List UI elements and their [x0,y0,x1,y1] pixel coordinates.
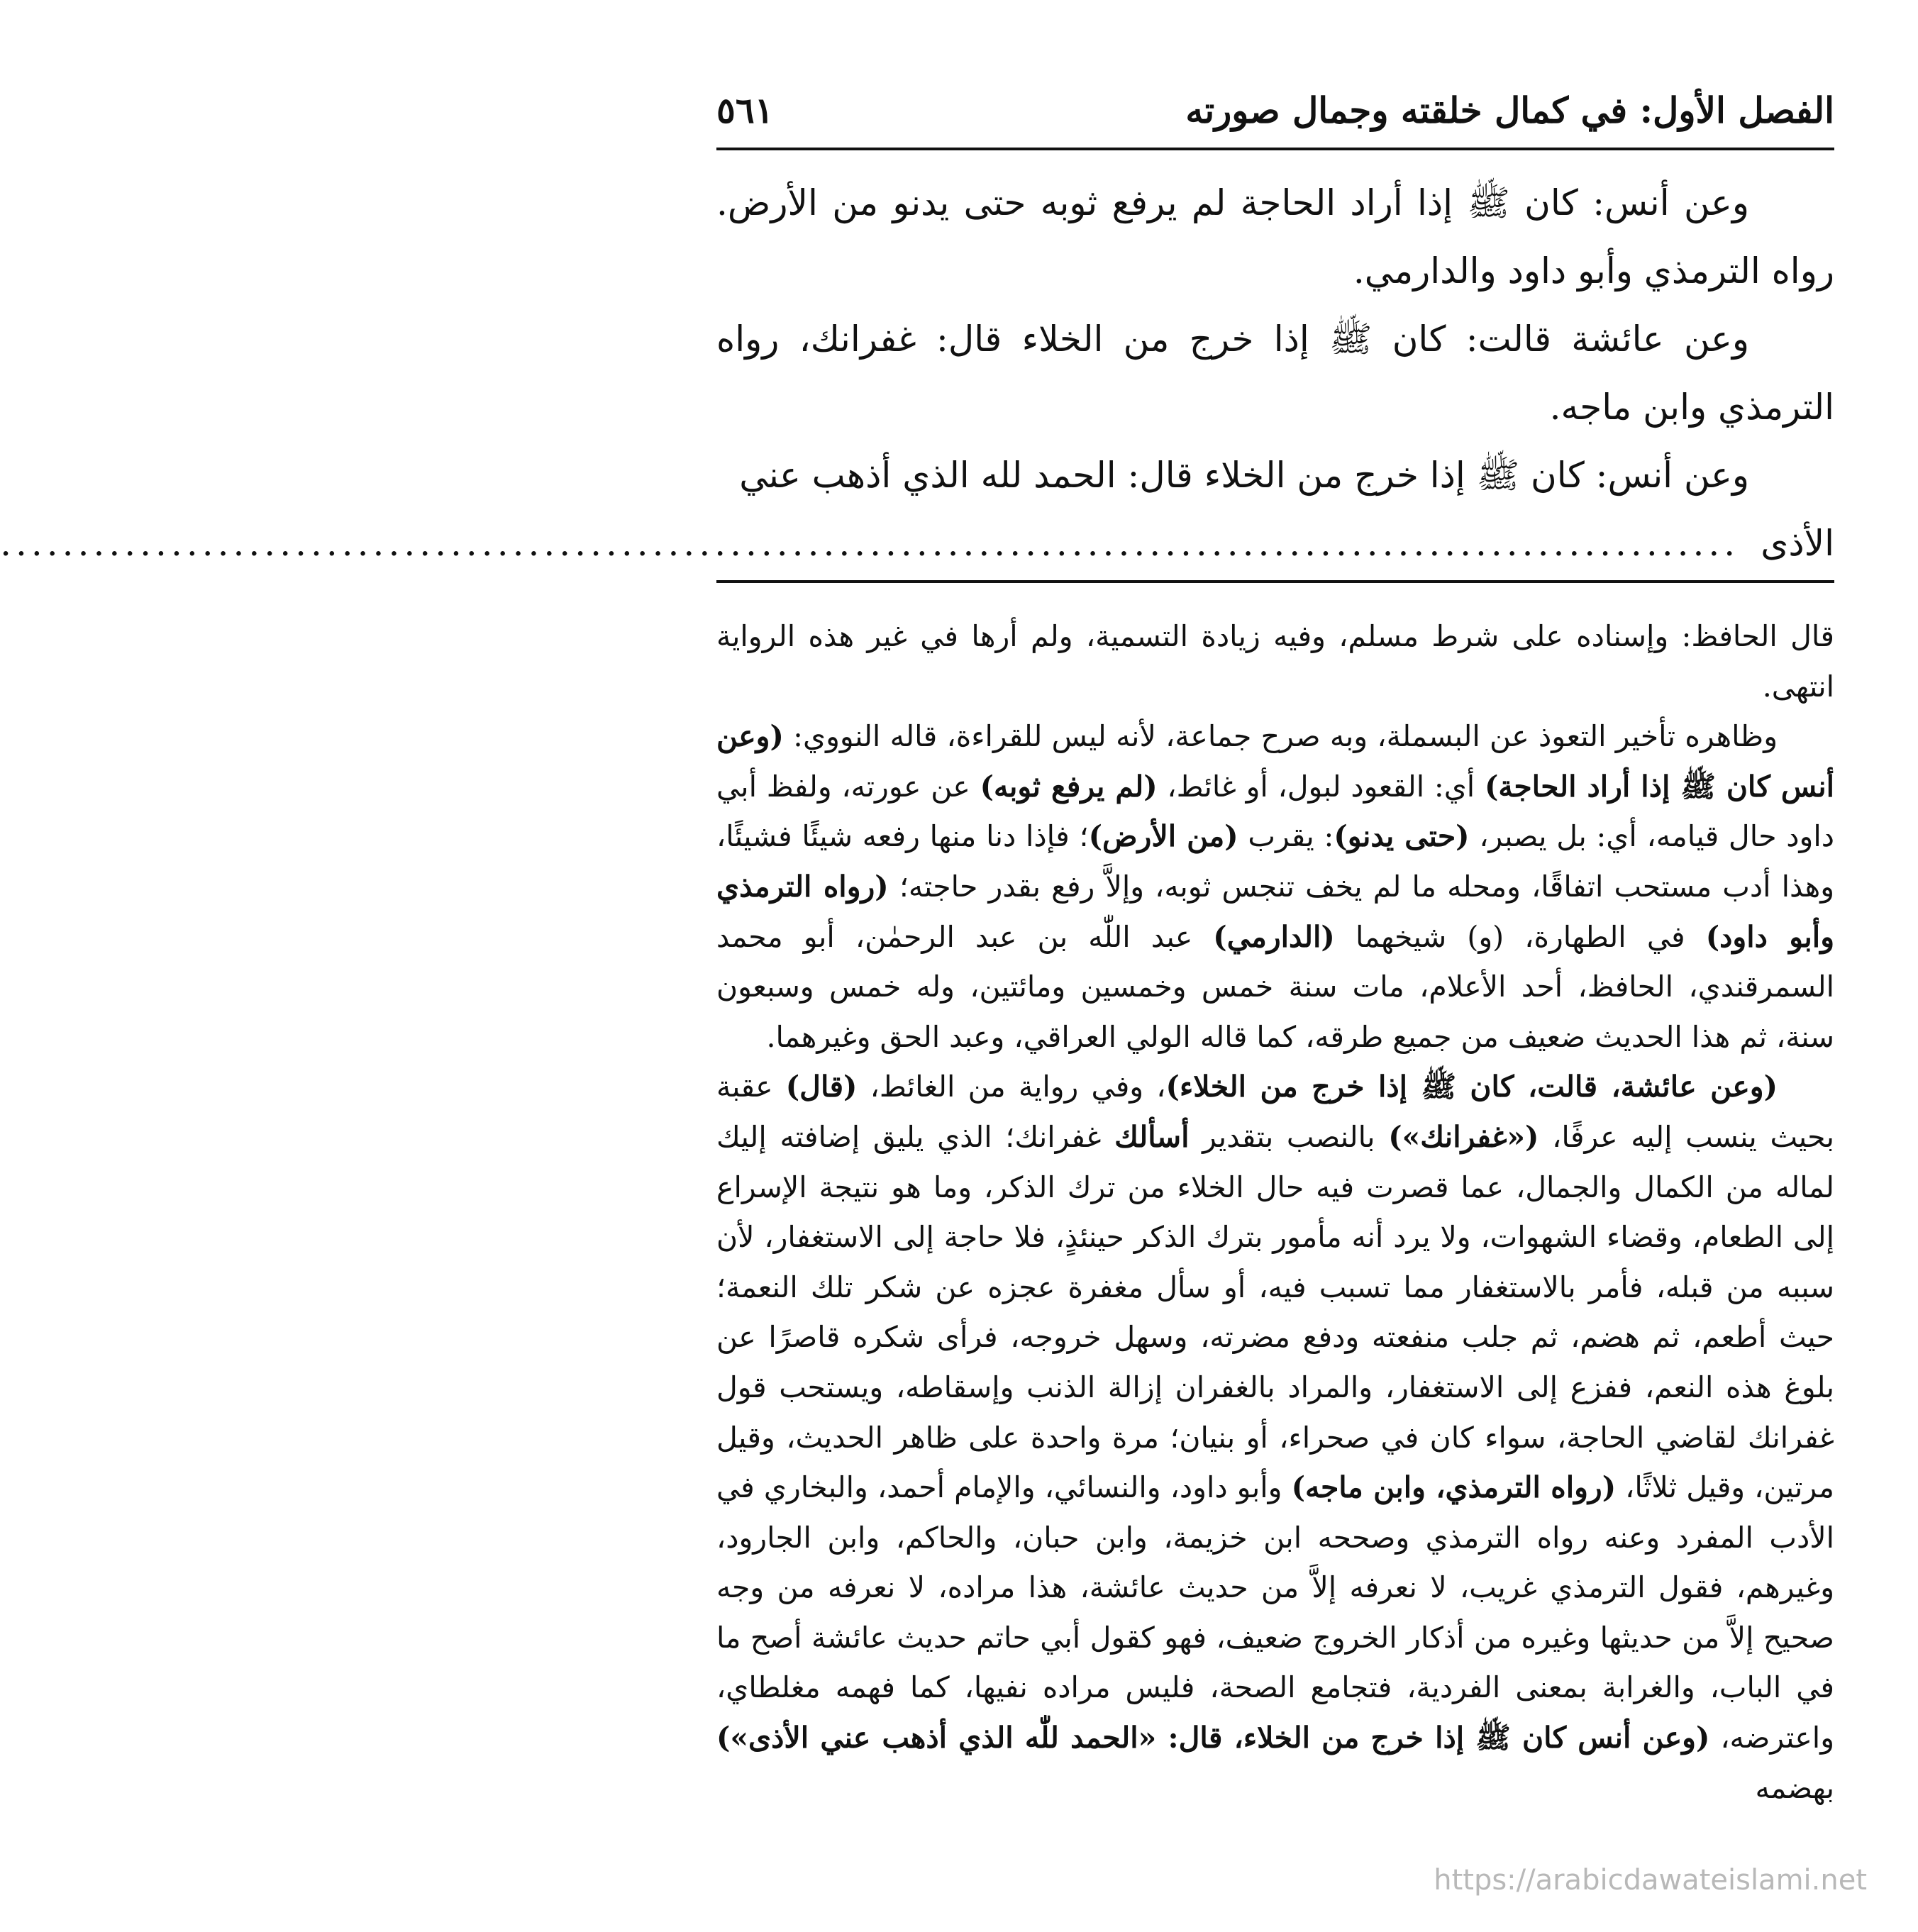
commentary-text: بهضمه [1755,1770,1834,1805]
quoted-text-bold: («غفرانك») [1388,1119,1539,1154]
quoted-text-bold: (وعن أنس كان ﷺ إذا أراد الحاجة) [716,719,1834,804]
commentary-text: بالنصب بتقدير [1189,1119,1389,1154]
ellipsis-dots: ................................................................................................................ [0,523,1740,564]
watermark-url: https://arabicdawateislami.net [1434,1864,1867,1897]
quoted-text-bold: أسألك [1114,1119,1190,1154]
commentary-text: ، وفي رواية من الغائط، [857,1070,1166,1104]
quoted-text-bold: (وعن أنس كان ﷺ إذا خرج من الخلاء، قال: «الحمد للّٰه الذي أذهب عني الأذى») [716,1721,1710,1755]
hadith-last-word: الأذى [1761,523,1834,564]
commentary-paragraph-1: قال الحافظ: وإسناده على شرط مسلم، وفيه زيادة التسمية، ولم أرها في غير هذه الرواية انتهى. [716,619,1834,704]
hadith-paragraph-2: وعن عائشة قالت: كان ﷺ إذا خرج من الخلاء قال: غفرانك، رواه الترمذي وابن ماجه. [716,318,1834,428]
quoted-text-bold: (رواه الترمذي، وابن ماجه) [1291,1470,1617,1505]
quoted-text-bold: (وعن عائشة، قالت، كان ﷺ إذا خرج من الخلاء) [1165,1070,1778,1104]
commentary-text: في الطهارة، (و) شيخهما [1334,919,1706,954]
commentary-text: غفرانك؛ الذي يليق إضافته إليك لماله من الكمال والجمال، عما قصرت فيه حال الخلاء من ترك الذكر، وما هو نتيجة الإسراع إلى الطعام، وقضاء الشهوات، ولا يرد أنه مأمور بترك الذكر حينئذٍ، فلا حاجة إلى الاستغفار، لأن سببه من قبله، فأمر بالاستغفار مما تسبب فيه، أو سأل مغفرة عجزه عن شكر تلك النعمة؛ حيث أطعم، ثم هضم، ثم جلب منفعته ودفع مضرته، وسهل خروجه، فرأى شكره قاصرًا عن بلوغ هذه النعم، ففزع إلى الاستغفار، والمراد بالغفران إزالة الذنب وإسقاطه، ويستحب قول غفرانك لقاضي الحاجة، سواء كان في صحراء، أو بنيان؛ مرة واحدة على ظاهر الحديث، وقيل مرتين، وقيل ثلاثًا، [716,1119,1834,1505]
quoted-text-bold: (رواه الترمذي وأبو داود) [716,869,1834,954]
header-divider [716,148,1834,150]
hadith-paragraph-3: وعن أنس: كان ﷺ إذا خرج من الخلاء قال: الحمد لله الذي أذهب عني [739,455,1749,496]
quoted-text-bold: (لم يرفع ثوبه) [980,769,1158,804]
commentary-text: : يقرب [1238,819,1334,854]
hadith-paragraph-3-ending [0,509,1834,577]
commentary-paragraph-3 [716,1062,1834,1813]
commentary-text: عقبة بحيث ينسب إليه عرفًا، [716,1070,1834,1154]
commentary-text: عبد اللّٰه بن عبد الرحمٰن، أبو محمد السمرقندي، الحافظ، أحد الأعلام، مات سنة خمس وخمسين ومائتين، وله خمس وسبعون سنة، ثم هذا الحديث ضعيف من جميع طرقه، كما قاله الولي العراقي، وعبد الحق وغيرهما. [716,919,1834,1054]
commentary-text: وأبو داود، والنسائي، والإمام أحمد، والبخاري في الأدب المفرد وعنه رواه الترمذي وصححه ابن خزيمة، وابن حبان، والحاكم، وابن الجارود، وغيرهم، فقول الترمذي غريب، لا نعرفه إلاَّ من حديث عائشة، هذا مراده، لا نعرفه من وجه صحيح إلاَّ من حديثها وغيره من أذكار الخروج ضعيف، فهو كقول أبي حاتم حديث عائشة أصح ما في الباب، والغرابة بمعنى الفردية، فتجامع الصحة، فليس مراده نفيها، كما فهمه مغلطاي، واعترضه، [716,1470,1834,1755]
commentary-text: عن عورته، ولفظ أبي داود حال قيامه، أي: بل يصبر، [716,769,1835,854]
chapter-title: الفصل الأول: في كمال خلقته وجمال صورته [1185,89,1834,131]
section-divider [716,580,1834,583]
quoted-text-bold: (حتى يدنو) [1334,819,1470,854]
commentary-text: أي: القعود لبول، أو غائط، [1157,769,1485,804]
quoted-text-bold: (قال) [785,1070,858,1104]
quoted-text-bold: (من الأرض) [1088,819,1238,854]
commentary-paragraph-2 [716,711,1834,1062]
page-number: ٥٦١ [716,89,774,131]
commentary-section [716,611,1834,1813]
hadith-paragraph-1: وعن أنس: كان ﷺ إذا أراد الحاجة لم يرفع ثوبه حتى يدنو من الأرض. رواه الترمذي وأبو داود والدارمي. [716,182,1834,292]
commentary-text: وظاهره تأخير التعوذ عن البسملة، وبه صرح جماعة، لأنه ليس للقراءة، قاله النووي: [783,719,1778,754]
quoted-text-bold: (الدارمي) [1213,919,1335,954]
page-header [716,78,1834,142]
hadith-text-section [0,169,1834,577]
commentary-text: ؛ فإذا دنا منها رفعه شيئًا فشيئًا، وهذا أدب مستحب اتفاقًا، ومحله ما لم يخف تنجس ثوبه، وإلاَّ رفع بقدر حاجته؛ [716,819,1834,904]
